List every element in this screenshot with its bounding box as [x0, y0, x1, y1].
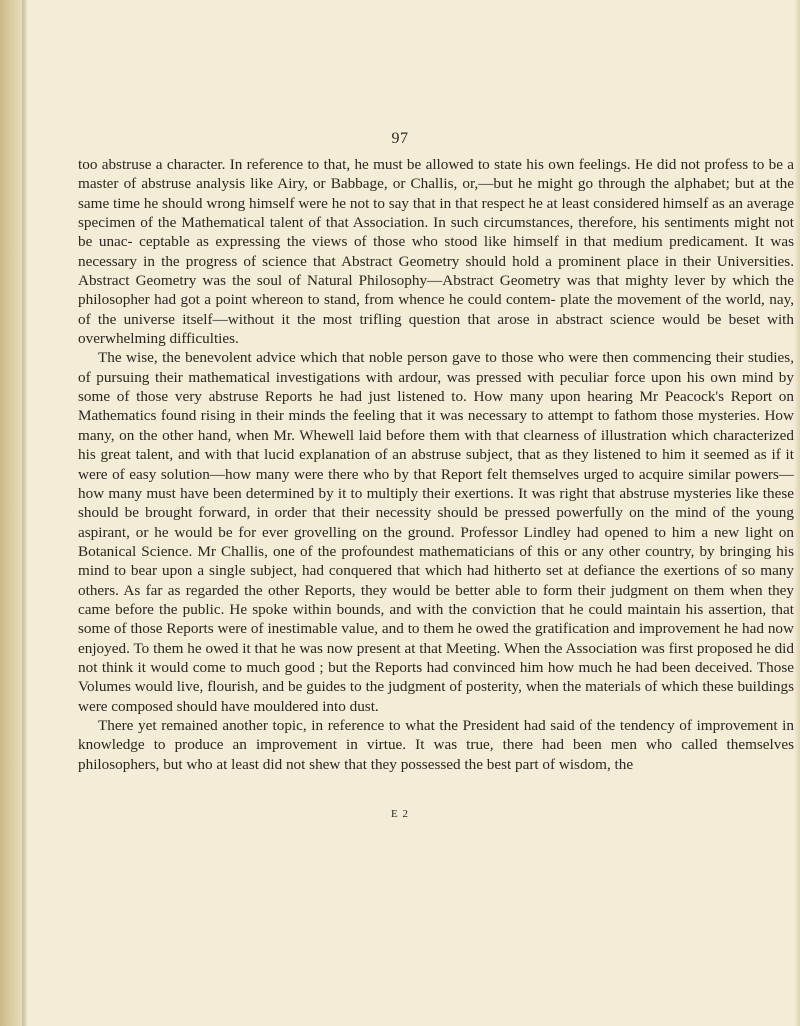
page-edge: [794, 0, 800, 1026]
paragraph-2: The wise, the benevolent advice which that noble person gave to those who were then commencing their studies, of pursuing their mathematical investigations with ardour, was pressed with peculiar force upon his own mind by some of those very abstruse Reports he had just listened to. How many upon hearing Mr Peacock's Report on Mathematics found rising in their minds the feeling that it was necessary to attempt to fathom those mysteries. How many, on the other hand, when Mr. Whewell laid before them with that clearness of illustration which characterized his great talent, and with that lucid explanation of an abstruse subject, that as they listened to him it seemed as if it were of easy solution—how many were there who by that Report felt themselves urged to acquire similar powers—how many must have been determined by it to multiply their exertions. It was right that abstruse mysteries like these should be brought forward, in order that their necessity should be pressed powerfully on the mind of the young aspirant, or he would be for ever grovelling on the ground. Professor Lindley had opened to him a new light on Botanical Science. Mr Challis, one of the profoundest mathematicians of this or any other country, by bringing his mind to bear upon a single subject, had conquered that which had hitherto set at defiance the exertions of so many others. As far as regarded the other Reports, they would be better able to form their judgment on them when they came before the public. He spoke within bounds, and with the conviction that he could maintain his assertion, that some of those Reports were of inestimable value, and to them he owed the gratification and improvement he had now enjoyed. To them he owed it that he was now present at that Meeting. When the Association was first proposed he did not think it would come to much good ; but the Reports had convinced him how much he had been deceived. Those Volumes would live, flourish, and be guides to the judgment of posterity, when the materials of which these buildings were composed should have mouldered into dust.: [78, 349, 794, 715]
gutter-shadow: [22, 0, 28, 1026]
page-number: 97: [391, 130, 409, 147]
paragraph-3: There yet remained another topic, in reference to what the President had said of the tendency of improvement in knowledge to produce an improvement in virtue. It was true, there had been men who called themselves philosophers, but who at least did not shew that they possessed the best part of wisdom, the: [78, 716, 794, 773]
signature-mark: E 2: [391, 808, 409, 820]
body-text: [78, 155, 794, 774]
paragraph-1: too abstruse a character. In reference to that, he must be allowed to state his own feelings. He did not profess to be a master of abstruse analysis like Airy, or Babbage, or Challis, or,—but he might go through the alphabet; but at the same time he should wrong himself were he not to say that in that respect he at least considered himself as an average specimen of the Mathematical talent of that Association. In such circumstances, therefore, his sentiments might not be unac- ceptable as expressing the views of those who stood like himself in that medium predicament. It was necessary in the progress of science that Abstract Geometry should hold a prominent place in their Universities. Abstract Geometry was the soul of Natural Philosophy—Abstract Geometry was that mighty lever by which the philosopher had got a point whereon to stand, from whence he could contem- plate the movement of the world, nay, of the universe itself—without it the most trifling question that arose in abstract science would be beset with overwhelming difficulties.: [78, 156, 794, 348]
